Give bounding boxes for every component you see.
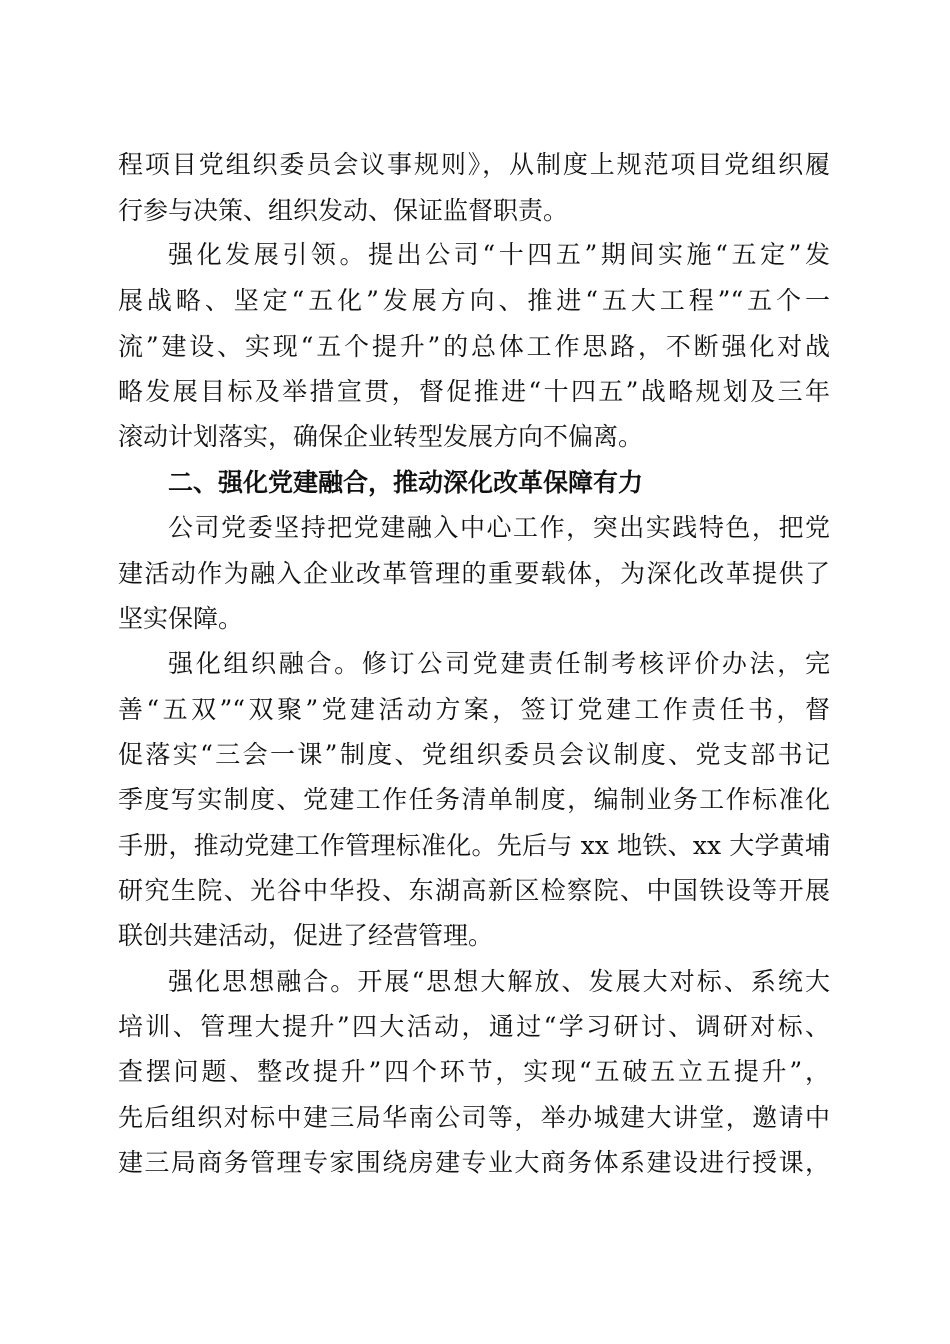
paragraph-first-line: 强化组织融合。修订公司党建责任制考核评价办法，完 [168,649,830,678]
text-line: 善“五双”“双聚”党建活动方案，签订党建工作责任书，督 [118,695,830,724]
text-line: 行参与决策、组织发动、保证监督职责。 [118,196,569,225]
text-line: 建活动作为融入企业改革管理的重要载体，为深化改革提供了 [118,559,830,588]
text-line: 培训、管理大提升”四大活动，通过“学习研讨、调研对标、 [118,1012,830,1041]
paragraph-first-line: 公司党委坚持把党建融入中心工作，突出实践特色，把党 [168,513,830,542]
text-line: 研究生院、光谷中华投、东湖高新区检察院、中国铁设等开展 [118,876,830,905]
text-line: 联创共建活动，促进了经营管理。 [118,921,494,950]
text-line: 滚动计划落实，确保企业转型发展方向不偏离。 [118,422,644,451]
text-line: 手册，推动党建工作管理标准化。先后与 xx 地铁、xx 大学黄埔 [118,831,830,860]
text-line: 先后组织对标中建三局华南公司等，举办城建大讲堂，邀请中 [118,1103,830,1132]
text-line: 建三局商务管理专家围绕房建专业大商务体系建设进行授课， [118,1148,830,1177]
paragraph-first-line: 强化发展引领。提出公司“十四五”期间实施“五定”发 [168,240,830,269]
text-line: 略发展目标及举措宣贯，督促推进“十四五”战略规划及三年 [118,377,830,406]
paragraph-first-line: 强化思想融合。开展“思想大解放、发展大对标、系统大 [168,967,830,996]
section-heading: 二、强化党建融合，推动深化改革保障有力 [168,468,644,497]
text-line: 坚实保障。 [118,604,244,633]
text-line: 程项目党组织委员会议事规则》，从制度上规范项目党组织履 [118,150,830,179]
text-line: 查摆问题、整改提升”四个环节，实现“五破五立五提升”， [118,1057,830,1086]
text-line: 促落实“三会一课”制度、党组织委员会议制度、党支部书记 [118,740,830,769]
text-line: 季度写实制度、党建工作任务清单制度，编制业务工作标准化 [118,785,830,814]
text-line: 流”建设、实现“五个提升”的总体工作思路，不断强化对战 [118,332,830,361]
text-line: 展战略、坚定“五化”发展方向、推进“五大工程”“五个一 [118,286,830,315]
